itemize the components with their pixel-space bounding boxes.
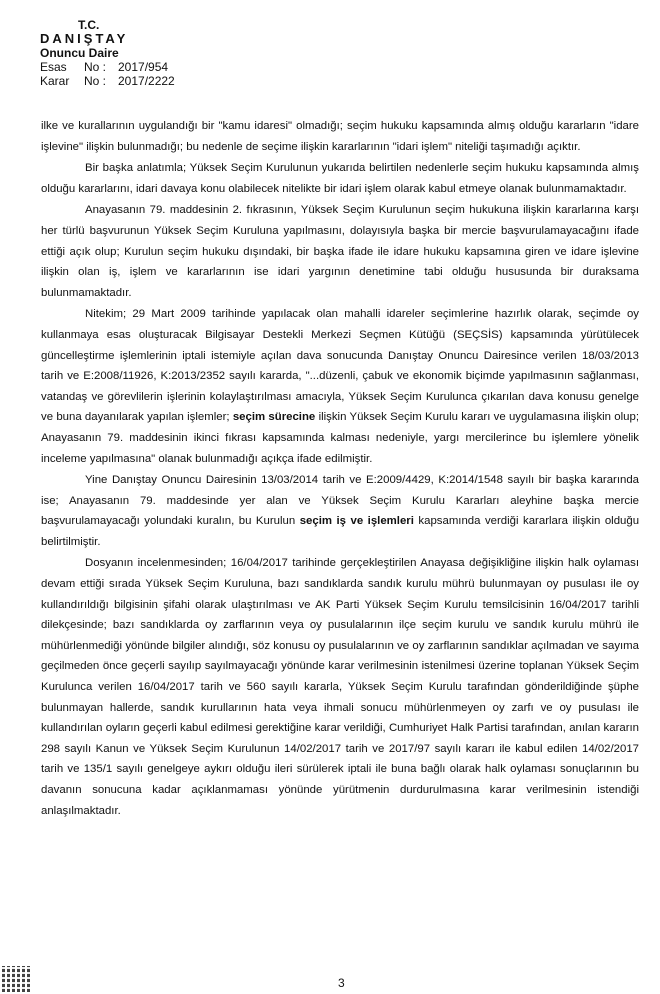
chamber-name: Onuncu Daire <box>40 46 119 60</box>
paragraph-4 <box>41 304 639 469</box>
esas-row <box>40 60 175 74</box>
karar-label: Karar <box>40 74 70 88</box>
paragraph-6: Dosyanın incelenmesinden; 16/04/2017 tarihinde gerçekleştirilen Anayasa değişikliğine ilişkin halk oylaması devam ettiği sırada Yüksek Seçim Kuruluna, bazı sandıklarda sandık kurulu mührü bulunmayan oy pusulası ile oy kullandırıldığı bilgisinin şifahi olarak ulaştırılması ve AK Parti Yüksek Seçim Kurulu temsilcisinin 16/04/2017 tarihli dilekçesinde; bazı sandıklarda oy zarflarının veya oy pusulalarının ilçe seçim kurulu ve sandık kurulu mührü ile mühürlenmediği yönünde bilgiler alındığı, söz konusu oy pusulalarının ve oy zarflarının sandıklar açılmadan ve sayıma geçilmeden önce geçerli sayılıp sayılmayacağı yönünde karar verilmesinin istenilmesi üzerine toplanan Yüksek Seçim Kurulunca verilen 16/04/2017 tarih ve 560 sayılı kararla, Yüksek Seçim Kurulu tarafından gönderildiğinde şüphe bulunmayan hallerde, sandık kurullarının hata veya ihmali sonucu mühürlenmeyen oy zarfı ve oy pusulası ile kullandırılan oyların geçerli kabul edilmesi gerektiğine karar verildiği, Cumhuriyet Halk Partisi tarafından, anılan kararın 298 sayılı Kanun ve Yüksek Seçim Kurulunun 14/02/2017 tarih ve 2017/97 sayılı kararı ile kabul edilen 14/02/2017 tarih ve 135/1 sayılı genelgeye aykırı olduğu ileri sürülerek iptali ile buna bağlı olarak halk oylaması sonuçlarının bu davanın sonucuna kadar açıklanmaması yönünde yürütmenin durdurulmasına karar verilmesinin istendiği anlaşılmaktadır. <box>41 557 639 817</box>
paragraph-5-bold: seçim iş ve işlemleri <box>299 515 414 528</box>
qr-code-icon <box>2 966 32 992</box>
document-header <box>40 18 175 88</box>
paragraph-2: Bir başka anlatımla; Yüksek Seçim Kurulunun yukarıda belirtilen nedenlerle seçim hukuku kapsamında almış olduğu kararlarını, idari davaya konu olabilecek nitelikte bir idari işlem olarak kabul etmeye olanak bulunmamaktadır. <box>41 162 639 195</box>
court-name: DANIŞTAY <box>40 31 129 46</box>
paragraph-4-part-a: Nitekim; 29 Mart 2009 tarihinde yapılacak olan mahalli idareler seçimlerine hazırlık olarak, seçimde oy kullanmaya esas oluşturacak Bilgisayar Destekli Merkezi Seçmen Kütüğü (SEÇSİS) kapsamında yürütülecek güncelleştirme işlemlerinin iptali istemiyle açılan dava sonucunda Danıştay Onuncu Dairesince verilen 18/03/2013 tarih ve E:2008/11926, K:2013/2352 sayılı kararda, "...düzenli, çabuk ve ekonomik biçimde yapılmasının sağlanması, vatandaş ve görevlilerin işlerinin kolaylaştırılması amacıyla, Yüksek Seçim Kurulunca çıkarılan dava konusu genelge ve buna dayanılarak yapılan işlemler; <box>41 308 639 424</box>
paragraph-5 <box>41 470 639 552</box>
esas-no-label: No : <box>84 60 107 74</box>
page-number: 3 <box>338 976 345 990</box>
paragraph-5-part-a: Yine Danıştay Onuncu Dairesinin 13/03/2014 tarih ve E:2009/4429, K:2014/1548 sayılı bir başka kararında ise; Anayasanın 79. maddesinde yer alan ve Yüksek Seçim Kurulu Kararları aleyhine başka mercie başvurulamayacağı yolundaki kuralın, bu Kurulun <box>41 474 639 528</box>
karar-value: 2017/2222 <box>118 74 175 88</box>
paragraph-4-bold: seçim sürecine <box>232 411 316 424</box>
paragraph-4-part-b: ilişkin Yüksek Seçim Kurulu kararı ve uygulamasına ilişkin olup; Anayasanın 79. maddesinin ikinci fıkrası kapsamında kalması nedeniyle, yargı mercilerince bu işlemlere yönelik inceleme yapılmasına" olanak bulunmadığı açıkça ifade edilmiştir. <box>41 411 640 465</box>
header-tc: T.C. <box>78 18 100 32</box>
karar-row <box>40 74 175 88</box>
esas-value: 2017/954 <box>118 60 169 74</box>
karar-no-label: No : <box>84 74 107 88</box>
paragraph-5-part-b: kapsamında verdiği kararlara ilişkin olduğu belirtilmiştir. <box>41 515 640 548</box>
paragraph-1: ilke ve kurallarının uygulandığı bir "kamu idaresi" olmadığı; seçim hukuku kapsamında almış olduğu kararların "idare işlevine" ilişkin bulunmadığı; bu nedenle de seçime ilişkin kararlarının "idari işlem" niteliği taşımadığı açıktır. <box>41 120 639 153</box>
esas-label: Esas <box>40 60 67 74</box>
document-body <box>41 116 639 822</box>
paragraph-3: Anayasanın 79. maddesinin 2. fıkrasının, Yüksek Seçim Kurulunun seçim hukukuna ilişkin kararlarına karşı her türlü başvurunun Yüksek Seçim Kuruluna yapılmasını, dolayısıyla başka bir mercie başvurulamayacağını ifade ettiği açık olup; Kurulun seçim hukuku dışındaki, bir başka ifade ile idare hukuku kapsamına giren ve idare işlevine ilişkin olan iş, işlem ve kararlarının ise idari yargının denetimine tabi olduğu hususunda bir duraksama bulunmamaktadır. <box>41 204 639 299</box>
